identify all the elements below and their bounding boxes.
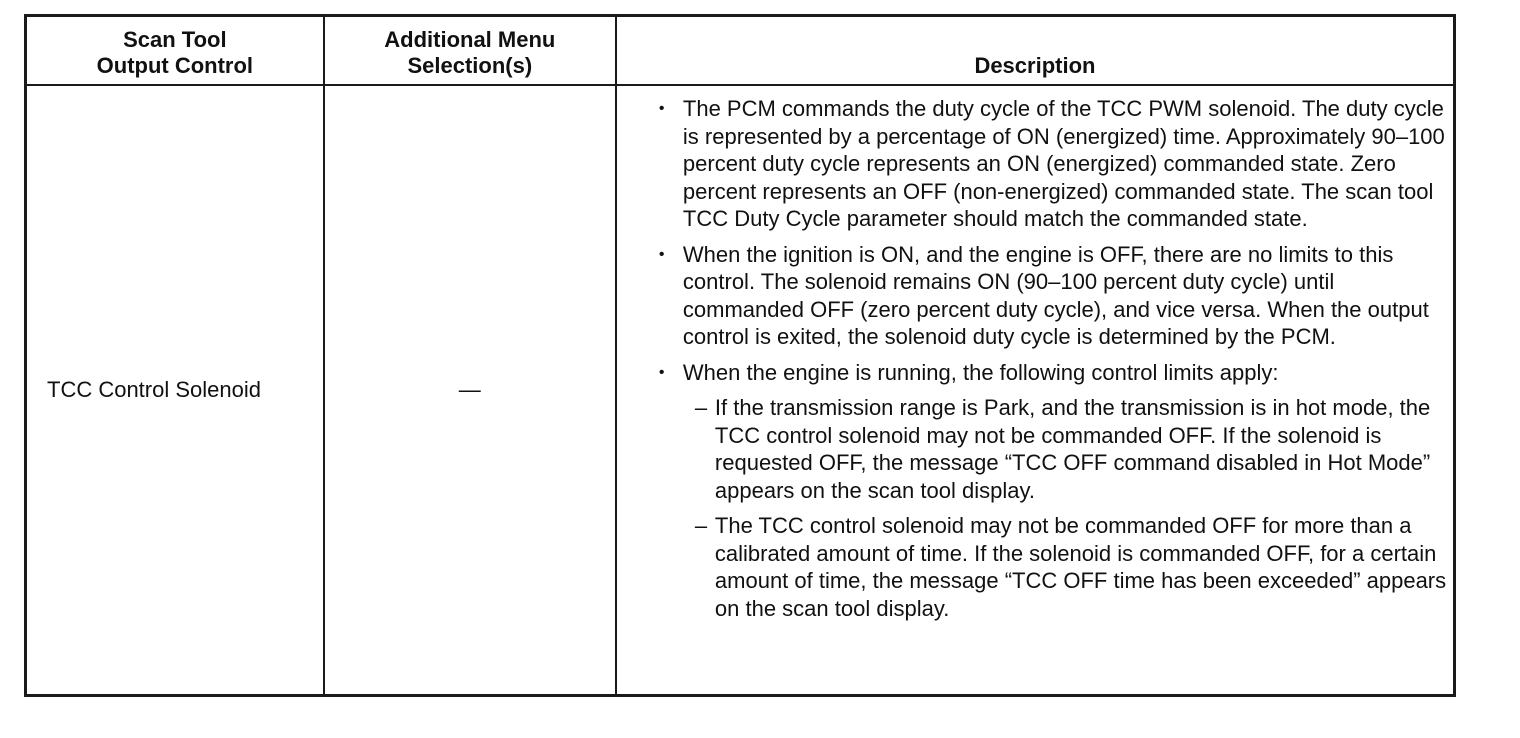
sub-item-text: If the transmission range is Park, and the transmission is in hot mode, the TCC control solenoid may not be commanded OFF. If the solenoid is requested OFF, the message “TCC OFF command disabled in Hot Mode” appears on the scan tool display.	[714, 395, 1431, 503]
table-header-row	[26, 16, 1455, 86]
header-scan-tool-output-control	[26, 16, 324, 86]
description-bullet	[657, 359, 1447, 387]
sub-item	[657, 512, 1447, 622]
table-row	[26, 85, 1455, 696]
output-control-table	[24, 14, 1456, 697]
dash-mark: –	[694, 395, 708, 420]
bullet-mark: •	[658, 363, 665, 381]
sub-item	[657, 394, 1447, 504]
bullet-text: When the ignition is ON, and the engine is OFF, there are no limits to this control. The solenoid remains ON (90–100 percent duty cycle) until commanded OFF (zero percent duty cycle), and vice versa. When the output control is exited, the solenoid duty cycle is determined by the PCM.	[682, 241, 1429, 349]
header-line: Description	[974, 53, 1096, 78]
description-cell	[616, 85, 1455, 696]
header-line: Selection(s)	[407, 53, 533, 78]
header-line: Scan Tool	[123, 27, 227, 52]
sub-item-text: The TCC control solenoid may not be commanded OFF for more than a calibrated amount of time. If the solenoid is commanded OFF, for a certain amount of time, the message “TCC OFF time has been exceeded” appears on the scan tool display.	[714, 513, 1447, 621]
bullet-text: When the engine is running, the following control limits apply:	[682, 359, 1279, 385]
header-description	[616, 16, 1455, 86]
bullet-mark: •	[658, 100, 665, 117]
dash-mark: –	[694, 513, 708, 538]
output-control-cell: TCC Control Solenoid	[26, 85, 324, 696]
menu-selection-cell: —	[324, 85, 616, 696]
description-bullet	[657, 95, 1447, 233]
header-line: Additional Menu	[384, 27, 556, 52]
bullet-mark: •	[658, 245, 665, 263]
description-bullet	[657, 241, 1447, 351]
bullet-text: The PCM commands the duty cycle of the TCC PWM solenoid. The duty cycle is represented by a percentage of ON (energized) time. Approximately 90–100 percent duty cycle represents an ON (energized) commanded state. Zero percent represents an OFF (non-energized) commanded state. The scan tool TCC Duty Cycle parameter should match the commanded state.	[682, 96, 1445, 231]
header-additional-menu-selections	[324, 16, 616, 86]
header-line: Output Control	[96, 53, 254, 78]
